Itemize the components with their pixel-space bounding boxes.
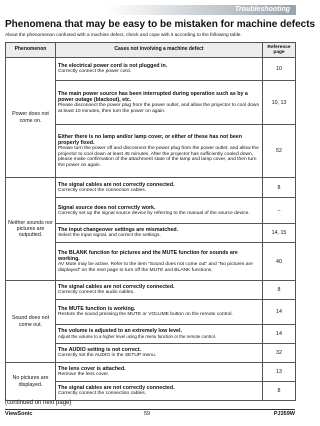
footer-divider (5, 409, 295, 410)
table-row (6, 281, 296, 300)
reference-cell: – (263, 198, 296, 224)
cause-text: The electrical power cord is not plugged in. (58, 63, 168, 70)
cause-cell (56, 325, 263, 344)
cause-text: The signal cables are not correctly connected. (58, 385, 175, 392)
page-title: Phenomena that may be easy to be mistaken for machine defects (5, 19, 316, 30)
cause-cell (56, 58, 263, 81)
reference-cell: 10 (263, 58, 296, 81)
reference-cell: 14, 15 (263, 224, 296, 243)
cause-text: The volume is adjusted to an extremely low level. (58, 327, 182, 334)
cause-cell (56, 81, 263, 125)
intro-text: About the phenomenon confused with a machine defect, check and cope with it according to the following table. (5, 33, 242, 38)
footer-brand: ViewSonic (5, 411, 33, 417)
cause-text: The signal cables are not correctly connected. (58, 181, 175, 188)
remedy-text: Adjust the volume to a higher level using the menu function or the remote control. (58, 333, 216, 339)
cause-text: The lens cover is attached. (58, 366, 126, 373)
reference-cell: 14 (263, 325, 296, 344)
reference-cell: 8 (263, 178, 296, 198)
cause-cell (56, 198, 263, 224)
reference-cell: 8 (263, 382, 296, 401)
remedy-text: AV Mute may be active. Refer to the item “Sound does not come out” and “No pictures are displayed” on the next page to turn off the MUTE and BLANK functions. (58, 262, 253, 273)
reference-cell: 8 (263, 281, 296, 300)
cause-cell (56, 300, 263, 325)
cause-cell (56, 224, 263, 243)
phenomenon-cell: Sound does not come out. (6, 281, 56, 363)
phenomenon-cell: No pictures are displayed. (6, 363, 56, 401)
table-row (6, 363, 296, 382)
troubleshooting-table (5, 42, 296, 401)
remedy-text: Remove the lens cover. (58, 372, 110, 378)
page-number: 59 (144, 411, 151, 417)
cause-cell (56, 281, 263, 300)
reference-cell: 32 (263, 344, 296, 363)
cause-text: Either there is no lamp and/or lamp cover, or either of these has not been properly fixed. (58, 133, 242, 146)
remedy-text: Correctly connect the power cord. (58, 69, 132, 75)
remedy-text: Select the input signal, and correct the settings. (58, 233, 161, 239)
phenomenon-cell: Power does not come on. (6, 58, 56, 178)
continued-note: (continued on next page) (5, 400, 72, 406)
remedy-text: Correctly connect the audio cables. (58, 290, 135, 296)
reference-cell: 14 (263, 300, 296, 325)
cause-text: The AUDIO setting is not correct. (58, 347, 142, 354)
remedy-text: Please disconnect the power plug from the power outlet, and allow the projector to cool down at least 10 minutes, then turn the power on again. (58, 103, 260, 114)
reference-cell: 40 (263, 243, 296, 281)
cause-text: The MUTE function is working. (58, 306, 136, 313)
remedy-text: Please turn the power off and disconnect the power plug from the power outlet, and allow the projector to cool down at least 45 minutes. After the projector has sufficiently cooled down, please make confirmation of the attachment state of the lamp and lamp cover, and then turn the power on again. (58, 146, 259, 168)
column-header-phenomenon: Phenomenon (6, 43, 56, 58)
remedy-text: Correctly set up the signal source device by referring to the manual of the source device. (58, 210, 250, 216)
table-row (6, 178, 296, 198)
remedy-text: Correctly connect the connection cables. (58, 187, 147, 193)
cause-text: Signal source does not correctly work. (58, 204, 156, 211)
cause-cell (56, 344, 263, 363)
section-title: Troubleshooting (234, 6, 290, 13)
reference-cell: 52 (263, 125, 296, 178)
cause-text: The main power source has been interrupted during operation such as by a power outage (blackout), etc. (58, 90, 248, 103)
footer-model: PJ359W (273, 411, 295, 417)
reference-cell: 10, 13 (263, 81, 296, 125)
table-header-row (6, 43, 296, 58)
remedy-text: Restore the sound pressing the MUTE or VOLUME button on the remote control. (58, 312, 233, 318)
cause-cell (56, 382, 263, 401)
remedy-text: Correctly connect the connection cables. (58, 391, 147, 397)
cause-cell (56, 178, 263, 198)
cause-cell (56, 243, 263, 281)
cause-cell (56, 363, 263, 382)
cause-text: The input changeover settings are mismatched. (58, 227, 179, 234)
phenomenon-cell: Neither sounds nor pictures are outputted. (6, 178, 56, 281)
cause-cell (56, 125, 263, 178)
cause-text: The BLANK function for pictures and the MUTE function for sounds are working. (58, 249, 238, 262)
cause-text: The signal cables are not correctly connected. (58, 284, 175, 291)
table-row (6, 58, 296, 81)
column-header-reference: Reference page (263, 43, 296, 58)
reference-cell: 13 (263, 363, 296, 382)
remedy-text: Correctly set the AUDIO in the SETUP menu. (58, 353, 157, 359)
column-header-cases: Cases not involving a machine defect (56, 43, 263, 58)
